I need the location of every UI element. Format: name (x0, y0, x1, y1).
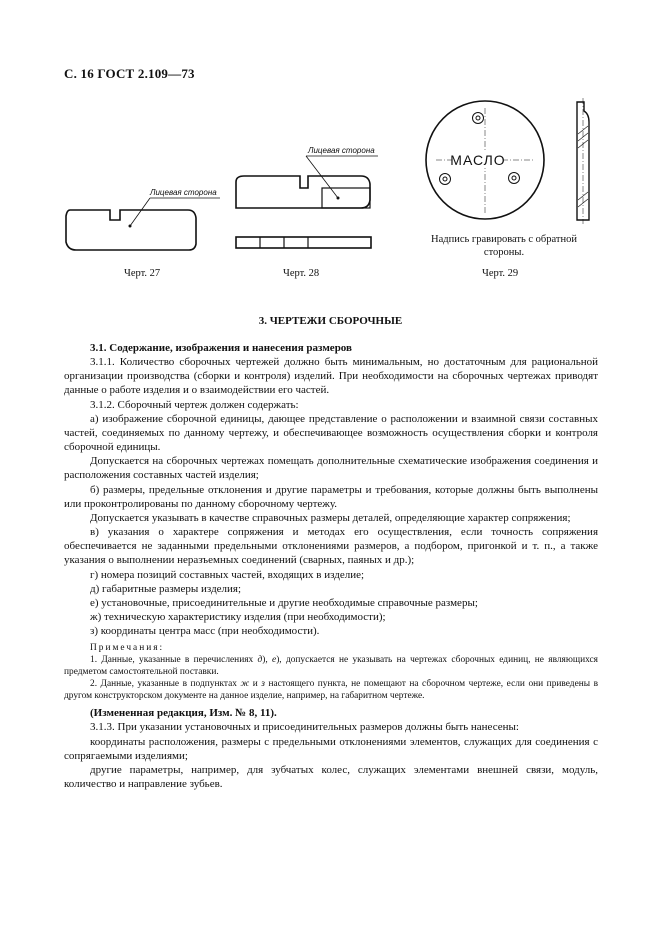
paragraph: а) изображение сборочной единицы, дающее представление о расположении и взаимной связи составных частей, соединяемых по данному чертежу, и обеспечивающее возможность осуществления сборки и контроля сборочной единицы. (64, 412, 598, 454)
body-text (64, 341, 598, 791)
paragraph: 3.1.1. Количество сборочных чертежей должно быть минимальным, но достаточным для рациональной организации производства (сборки и контроля) изделий. При необходимости на сборочных чертежах приводят данные о работе изделия и о взаимодействии его частей. (64, 356, 598, 397)
fig28-view-bottom (236, 237, 371, 248)
section-title: 3. ЧЕРТЕЖИ СБОРОЧНЫЕ (258, 315, 403, 327)
fig29-hole-right (509, 173, 520, 184)
page-header: С. 16 ГОСТ 2.109—73 (64, 66, 195, 81)
fig29-caption: Черт. 29 (482, 268, 519, 279)
fig27-caption: Черт. 27 (124, 268, 161, 279)
amendment-note: (Измененная редакция, Изм. № 8, 11). (90, 707, 277, 720)
paragraph: 3.1.2. Сборочный чертеж должен содержать: (90, 398, 299, 411)
figure-28 (226, 138, 386, 260)
paragraph: координаты расположения, размеры с предельными отклонениями элементов, служащих для соединения с сопрягаемыми изделиями; (64, 735, 598, 762)
figure-29 (420, 96, 620, 226)
note-2: 2. Данные, указанные в подпунктах ж и з настоящего пункта, не помещают на сборочном чертеже, если они приведены в другом конструкторском документе на данное изделие, например, на габаритном чертеже. (64, 679, 598, 702)
paragraph: з) координаты центра масс (при необходимости). (90, 625, 320, 638)
fig29-hole-left-center (443, 177, 447, 181)
paragraph: б) размеры, предельные отклонения и другие параметры и требования, которые должны быть выполнены или проконтролированы по данному сборочному чертежу. (64, 483, 598, 510)
subsection-title: 3.1. Содержание, изображения и нанесения размеров (90, 342, 352, 354)
note-1: 1. Данные, указанные в перечислениях д), е), допускается не указывать на чертежах сборочных единиц, не являющихся предметом самостоятельной поставки. (64, 655, 598, 678)
figure-27 (58, 176, 217, 256)
fig27-part-outline (66, 210, 196, 250)
fig28-part-outline (236, 176, 370, 208)
fig29-hole-top-center (476, 116, 480, 120)
fig29-plate-text: МАСЛО (450, 152, 506, 168)
fig29-hole-right-center (512, 176, 516, 180)
fig29-hole-top (473, 113, 484, 124)
paragraph: е) установочные, присоединительные и другие необходимые справочные размеры; (90, 596, 478, 609)
paragraph: Допускается указывать в качестве справочных размеры деталей, определяющие характер сопряжения; (90, 511, 571, 524)
fig28-label: Лицевая сторона (308, 146, 375, 155)
paragraph: 3.1.3. При указании установочных и присоединительных размеров должны быть нанесены: (90, 721, 519, 734)
fig27-leader-dot (129, 225, 132, 228)
fig29-hole-left (440, 174, 451, 185)
fig27-leader-line (130, 198, 150, 226)
fig27-label: Лицевая сторона (150, 188, 217, 197)
fig28-caption: Черт. 28 (283, 268, 320, 279)
paragraph: другие параметры, например, для зубчатых колес, служащих элементами внешней связи, модуль, количество и направление зубьев. (64, 763, 598, 791)
fig28-part-step (322, 188, 370, 208)
fig29-note: Надпись гравировать с обратной стороны. (431, 234, 577, 258)
paragraph: д) габаритные размеры изделия; (90, 582, 242, 595)
fig28-leader-dot (337, 197, 340, 200)
paragraph: г) номера позиций составных частей, входящих в изделие; (90, 568, 365, 581)
paragraph: Допускается на сборочных чертежах помещать дополнительные схематические изображения соединения и расположения составных частей изделия; (64, 455, 598, 482)
paragraph: ж) техническую характеристику изделия (при необходимости); (90, 610, 386, 623)
paragraph: в) указания о характере сопряжения и методах его осуществления, если точность сопряжения обеспечивается не заданными предельными отклонениями размеров, а подбором, пригонкой и т. п., а также указания о выполнении неразъемных соединений (сварных, паяных и др.); (64, 526, 598, 567)
notes-title: Примечания: (90, 643, 165, 654)
